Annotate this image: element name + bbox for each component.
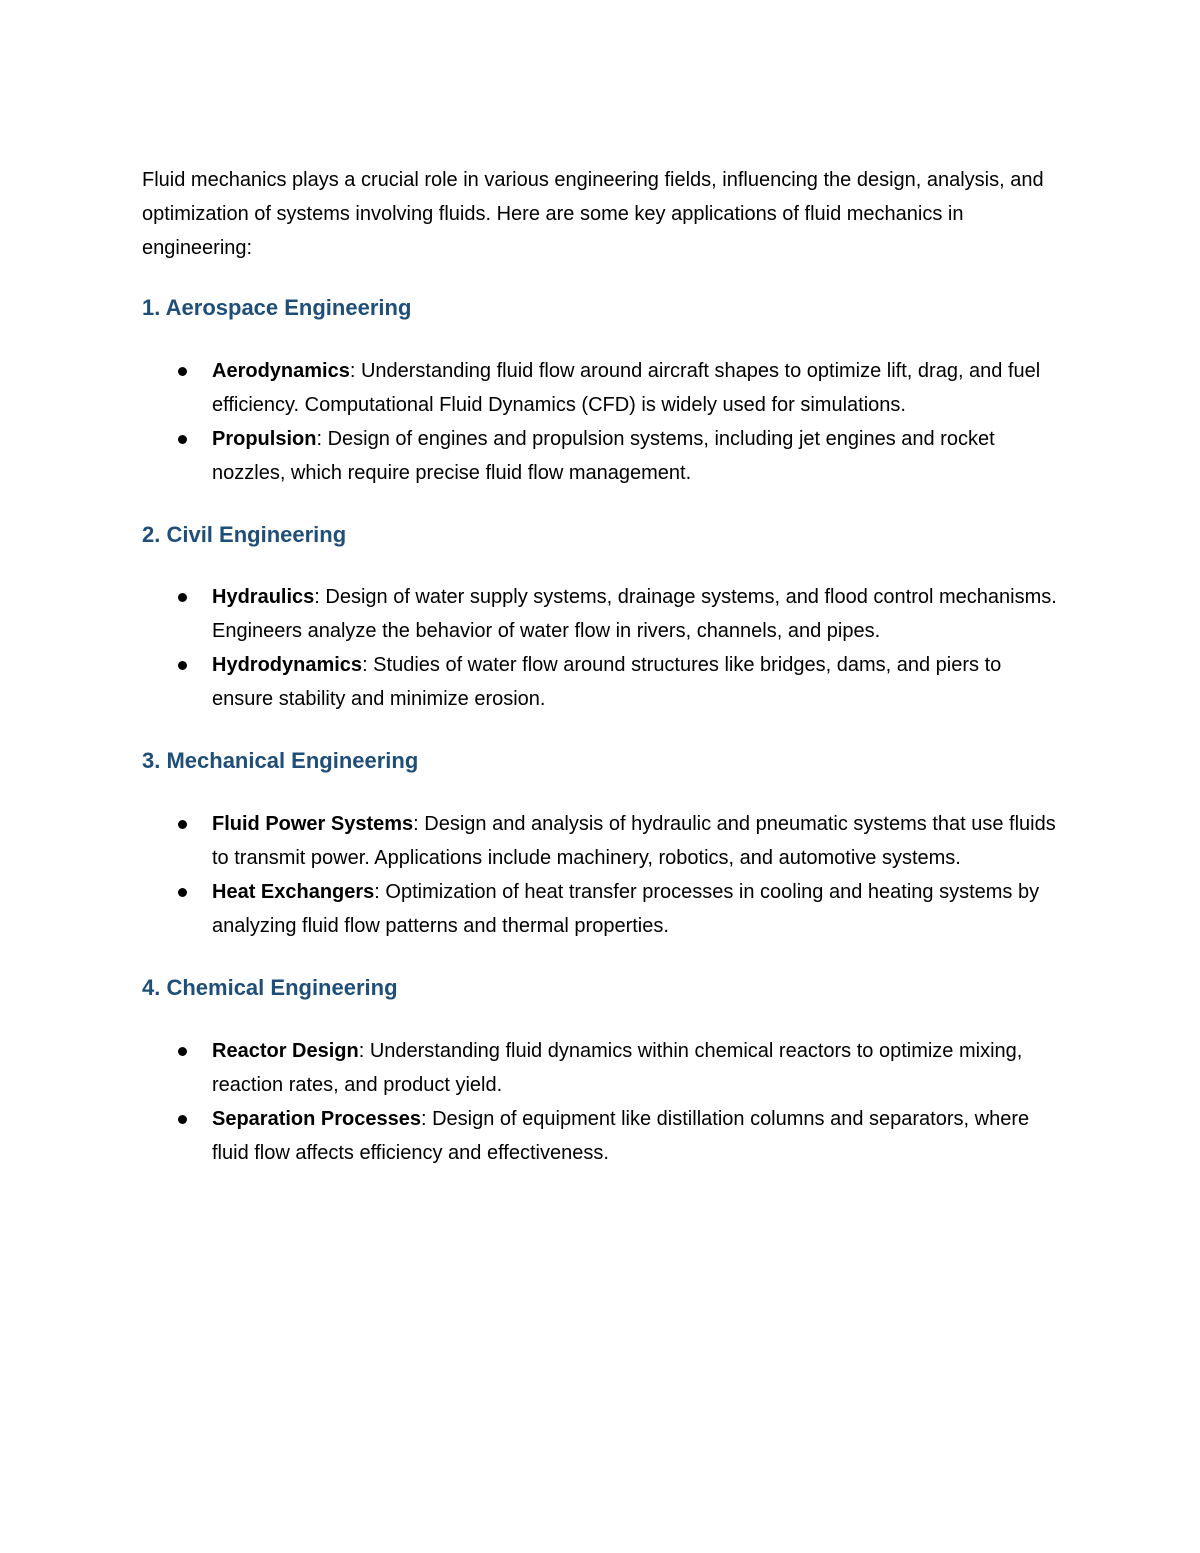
term-label: Propulsion (212, 428, 317, 450)
bullet-icon (178, 820, 187, 829)
term-label: Aerodynamics (212, 360, 350, 382)
item-description: : Understanding fluid dynamics within chemical reactors to optimize mixing, reaction rates, and product yield. (212, 1040, 1023, 1096)
bullet-icon (178, 1115, 187, 1124)
term-label: Fluid Power Systems (212, 813, 414, 835)
list-item (142, 1102, 1062, 1170)
term-label: Separation Processes (212, 1108, 421, 1130)
intro-paragraph: Fluid mechanics plays a crucial role in various engineering fields, influencing the design, analysis, and optimization of systems involving fluids. Here are some key applications of fluid mechanics in engineering: (142, 169, 1044, 259)
list-item (142, 1034, 1062, 1102)
bullet-icon (178, 888, 187, 897)
section-aerospace (142, 293, 1062, 490)
term-label: Hydrodynamics (212, 654, 363, 676)
bullet-list (142, 807, 1062, 943)
section-heading: 3. Mechanical Engineering (142, 748, 419, 773)
term-label: Hydraulics (212, 586, 315, 608)
bullet-list (142, 1034, 1062, 1170)
item-description: : Design of engines and propulsion systems, including jet engines and rocket nozzles, which require precise fluid flow management. (212, 428, 995, 484)
section-mechanical (142, 746, 1062, 943)
list-item (142, 648, 1062, 716)
list-item (142, 580, 1062, 648)
item-description: : Design of water supply systems, drainage systems, and flood control mechanisms. Engineers analyze the behavior of water flow in rivers, channels, and pipes. (212, 586, 1057, 642)
section-civil (142, 520, 1062, 716)
list-item (142, 807, 1062, 875)
document-page (142, 163, 1062, 1170)
list-item (142, 354, 1062, 422)
term-label: Heat Exchangers (212, 881, 375, 903)
item-description: : Optimization of heat transfer processes in cooling and heating systems by analyzing fluid flow patterns and thermal properties. (212, 881, 1040, 937)
section-heading: 1. Aerospace Engineering (142, 295, 412, 320)
item-description: : Studies of water flow around structures like bridges, dams, and piers to ensure stability and minimize erosion. (212, 654, 1002, 710)
bullet-list (142, 580, 1062, 716)
bullet-icon (178, 661, 187, 670)
item-description: : Design and analysis of hydraulic and pneumatic systems that use fluids to transmit power. Applications include machinery, robotics, and automotive systems. (212, 813, 1056, 869)
section-heading: 4. Chemical Engineering (142, 975, 398, 1000)
bullet-icon (178, 1047, 187, 1056)
term-label: Reactor Design (212, 1040, 359, 1062)
bullet-icon (178, 367, 187, 376)
list-item (142, 422, 1062, 490)
section-heading: 2. Civil Engineering (142, 522, 347, 547)
item-description: : Design of equipment like distillation columns and separators, where fluid flow affects efficiency and effectiveness. (212, 1108, 1030, 1164)
item-description: : Understanding fluid flow around aircraft shapes to optimize lift, drag, and fuel efficiency. Computational Fluid Dynamics (CFD) is widely used for simulations. (212, 360, 1041, 416)
section-chemical (142, 973, 1062, 1170)
bullet-icon (178, 435, 187, 444)
list-item (142, 875, 1062, 943)
bullet-icon (178, 593, 187, 602)
bullet-list (142, 354, 1062, 490)
